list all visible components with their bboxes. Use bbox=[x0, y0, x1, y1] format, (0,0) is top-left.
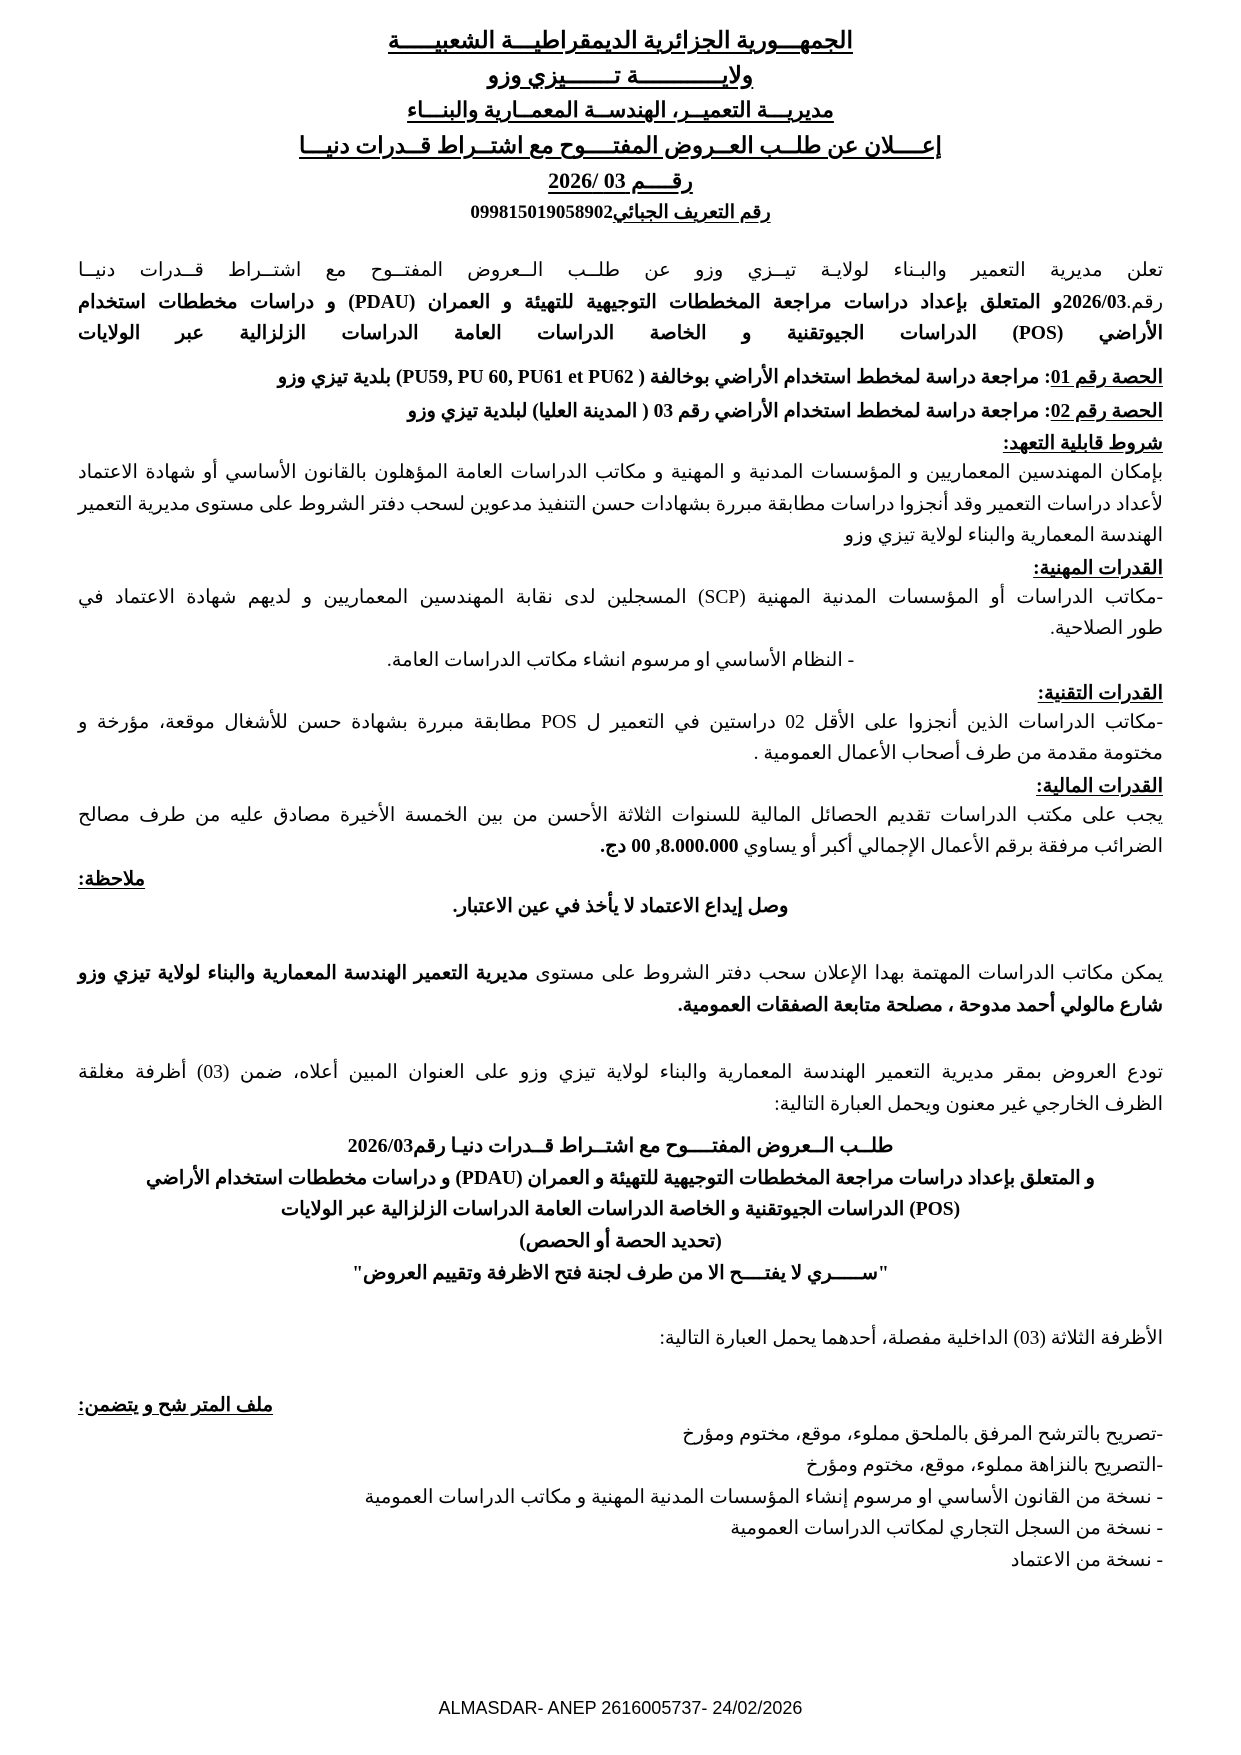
intro-line-3: الأراضي (POS) الدراسات الجيوتقنية و الخاصة الدراسات العامة الدراسات الزلزالية عبر الولايات bbox=[78, 323, 1163, 345]
professional-line-1: -مكاتب الدراسات أو المؤسسات المدنية المهنية (SCP) المسجلين لدى نقابة المهندسين المعماريين و لديهم شهادة الاعتماد في bbox=[78, 586, 1164, 608]
financial-line-2 bbox=[78, 831, 1163, 863]
list-item: - نسخة من القانون الأساسي او مرسوم إنشاء المؤسسات المدنية المهنية و مكاتب الدراسات العمومية bbox=[364, 1486, 1163, 1508]
technical-capacity-body bbox=[78, 707, 1163, 770]
intro-number-prefix: رقم. bbox=[1126, 291, 1163, 313]
withdrawal-line-1 bbox=[78, 958, 1163, 990]
eligibility-line-1: بإمكان المهندسين المعماريين و المؤسسات المدنية و المهنية و مكاتب الدراسات العامة المؤهلون بالقانون الأساسي أو شهادة الاعتماد bbox=[78, 462, 1163, 484]
technical-line-1: -مكاتب الدراسات الذين أنجزوا على الأقل 02 دراستين في التعمير ل POS مطابقة مبررة بشهادة حسن للأشغال موقعة، مؤرخة و bbox=[78, 711, 1164, 733]
deposit-line-1: تودع العروض بمقر مديرية التعمير الهندسة المعمارية والبناء لولاية تيزي وزو على العنوان المبين أعلاه، ضمن (03) أظرفة مغلقة bbox=[78, 1062, 1164, 1084]
intro-line-2 bbox=[78, 287, 1163, 319]
document-footer: ALMASDAR- ANEP 2616005737- 24/02/2026 bbox=[438, 1698, 803, 1718]
envelope-wording bbox=[78, 1130, 1163, 1289]
withdrawal-block bbox=[78, 958, 1163, 1021]
list-item: -تصريح بالترشح المرفق بالملحق مملوء، موقع، مختوم ومؤرخ bbox=[682, 1423, 1163, 1445]
tax-id-label: رقم التعريف الجبائي bbox=[612, 201, 771, 223]
lot-2-label: الحصة رقم 02 bbox=[1050, 400, 1163, 422]
inner-envelopes-note: الأظرفة الثلاثة (03) الداخلية مفصلة، أحدهما يحمل العبارة التالية: bbox=[659, 1328, 1163, 1350]
intro-line-2-bold: و المتعلق بإعداد دراسات مراجعة المخططات التوجيهية للتهيئة و العمران (PDAU) و دراسات مخططات استخدام bbox=[78, 291, 1063, 313]
candidate-file-list bbox=[78, 1419, 1163, 1577]
list-item: - نسخة من السجل التجاري لمكاتب الدراسات العمومية bbox=[730, 1518, 1163, 1540]
lot-1-label: الحصة رقم 01 bbox=[1050, 366, 1163, 388]
envelope-line-1: طلــب الــعروض المفتــــوح مع اشتــراط قــدرات دنيـا رقم2026/03 bbox=[347, 1135, 894, 1158]
technical-line-2: مختومة مقدمة من طرف أصحاب الأعمال العمومية . bbox=[753, 743, 1163, 765]
header-announcement: إعــــلان عن طلــب العــروض المفتــــوح مع اشتــراط قــدرات دنيـــا bbox=[299, 133, 942, 159]
deposit-line-2: الظرف الخارجي غير معنون ويحمل العبارة التالية: bbox=[774, 1093, 1163, 1115]
withdrawal-line-1-plain: يمكن مكاتب الدراسات المهتمة بهدا الإعلان سحب دفتر الشروط على مستوى bbox=[535, 963, 1164, 985]
header-directorate: مديريـــة التعميــر، الهندســة المعمــارية والبنـــاء bbox=[407, 98, 834, 123]
envelope-line-4: (تحديد الحصة أو الحصص) bbox=[519, 1230, 722, 1252]
header-tax-id bbox=[78, 201, 1163, 226]
deposit-block bbox=[78, 1057, 1163, 1120]
envelope-line-5: "ســـــري لا يفتــــح الا من طرف لجنة فتح الاظرفة وتقييم العروض" bbox=[352, 1262, 889, 1284]
lot-1-text: : مراجعة دراسة لمخطط استخدام الأراضي بوخالفة ( PU59, PU 60, PU61 et PU62) بلدية تيزي وزو bbox=[277, 366, 1051, 388]
lot-list bbox=[78, 362, 1163, 427]
intro-line-1: تعلن مديرية التعمير والبـناء لولايـة تيــزي وزو عن طلــب الــعروض المفتــوح مع اشتــراط قــدرات دنيــا bbox=[78, 260, 1163, 282]
list-item: -التصريح بالنزاهة مملوء، موقع، مختوم ومؤرخ bbox=[805, 1455, 1163, 1477]
note-title: ملاحظة: bbox=[78, 868, 146, 890]
header-wilaya: ولايــــــــــــة تـــــــيزي وزو bbox=[487, 62, 754, 89]
candidate-file-title: ملف المتر شح و يتضمن: bbox=[78, 1394, 274, 1416]
professional-capacity-body bbox=[78, 582, 1163, 677]
professional-line-2: طور الصلاحية. bbox=[1049, 618, 1163, 640]
eligibility-line-2: لأعداد دراسات التعمير وقد أنجزوا دراسات مطابقة مبررة بشهادات حسن التنفيذ مدعوين لسحب دفتر الشروط على مستوى مديرية التعمير bbox=[78, 493, 1163, 515]
envelope-line-2: و المتعلق بإعداد دراسات مراجعة المخططات التوجيهية للتهيئة و العمران (PDAU) و دراسات مخططات استخدام الأراضي bbox=[146, 1167, 1095, 1189]
tax-id-value: 099815019058902 bbox=[470, 201, 613, 223]
intro-number: 2026/03 bbox=[1062, 291, 1127, 313]
professional-capacity-title: القدرات المهنية: bbox=[1033, 557, 1163, 579]
note-text: وصل إيداع الاعتماد لا يأخذ في عين الاعتبار. bbox=[452, 895, 789, 917]
eligibility-body bbox=[78, 457, 1163, 552]
intro-paragraph bbox=[78, 255, 1163, 350]
technical-capacity-title: القدرات التقنية: bbox=[1037, 682, 1163, 704]
eligibility-title: شروط قابلية التعهد: bbox=[1002, 433, 1163, 455]
financial-line-2-text: الضرائب مرفقة برقم الأعمال الإجمالي أكبر أو يساوي bbox=[743, 836, 1163, 858]
financial-amount: 8.000.000, 00 دج. bbox=[600, 836, 739, 858]
header-republic: الجمهـــورية الجزائرية الديمقراطيـــة الشعبيـــــة bbox=[388, 28, 853, 54]
financial-line-1: يجب على مكتب الدراسات تقديم الحصائل المالية للسنوات الثلاثة الأحسن من بين الخمسة الأخيرة مصادق عليه من طرف مصالح bbox=[78, 804, 1163, 826]
lot-item-2 bbox=[78, 396, 1163, 428]
document-header bbox=[78, 26, 1163, 225]
lot-item-1 bbox=[78, 362, 1163, 394]
withdrawal-address-authority: مديرية التعمير الهندسة المعمارية والبناء لولاية تيزي وزو bbox=[78, 963, 529, 985]
financial-capacity-title: القدرات المالية: bbox=[1036, 775, 1163, 797]
eligibility-line-3: الهندسة المعمارية والبناء لولاية تيزي وزو bbox=[844, 525, 1163, 547]
header-tender-number: رقــــم 03 /2026 bbox=[548, 167, 693, 193]
list-item: - نسخة من الاعتماد bbox=[1010, 1549, 1163, 1571]
professional-line-3: - النظام الأساسي او مرسوم انشاء مكاتب الدراسات العامة. bbox=[386, 649, 855, 671]
withdrawal-line-2: شارع مالولي أحمد مدوحة ، مصلحة متابعة الصفقات العمومية. bbox=[677, 994, 1163, 1016]
financial-capacity-body bbox=[78, 800, 1163, 863]
envelope-line-3: (POS) الدراسات الجيوتقنية و الخاصة الدراسات العامة الدراسات الزلزالية عبر الولايات bbox=[280, 1199, 961, 1221]
lot-2-text: : مراجعة دراسة لمخطط استخدام الأراضي رقم 03 ( المدينة العليا) لبلدية تيزي وزو bbox=[407, 400, 1051, 422]
